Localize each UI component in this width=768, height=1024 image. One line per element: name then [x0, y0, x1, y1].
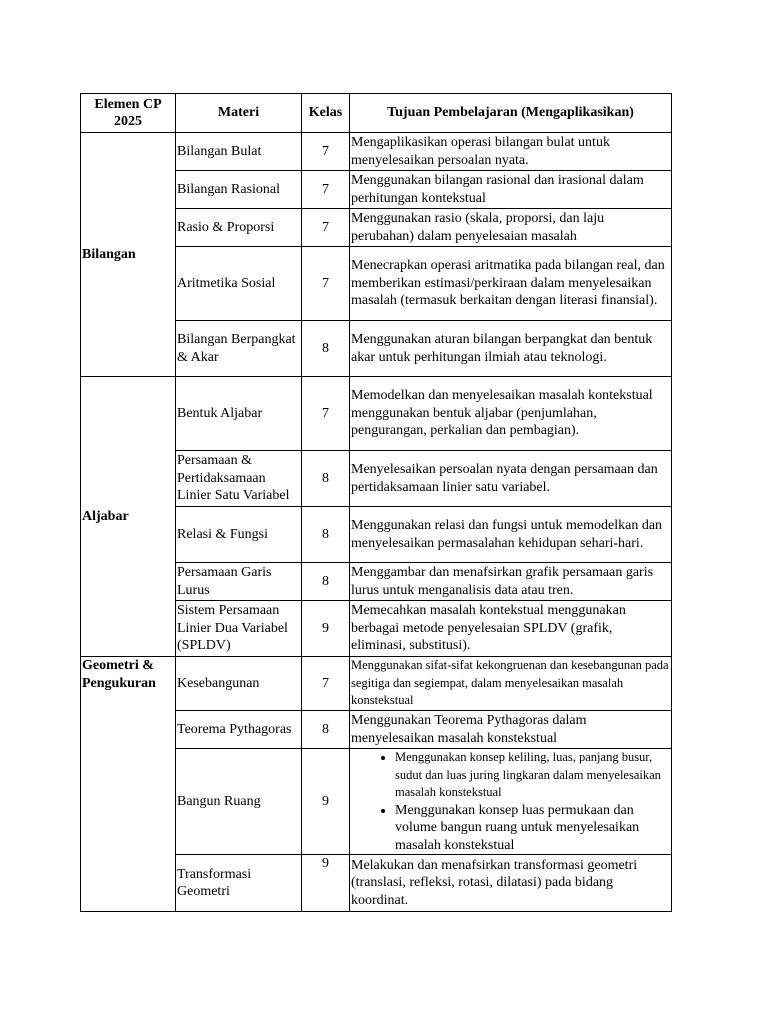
materi-cell: Kesebangunan [176, 657, 302, 711]
learning-objectives-table [80, 93, 672, 912]
tujuan-cell: Menggunakan sifat-sifat kekongruenan dan kesebangunan pada segitiga dan segiempat, dalam menyelesaikan masalah konstekstual [350, 657, 672, 711]
header-kelas: Kelas [302, 94, 350, 133]
kelas-cell: 9 [302, 749, 350, 855]
tujuan-cell [350, 749, 672, 855]
kelas-cell: 7 [302, 377, 350, 451]
tujuan-cell: Melakukan dan menafsirkan transformasi geometri (translasi, refleksi, rotasi, dilatasi) pada bidang koordinat. [350, 855, 672, 912]
kelas-cell: 9 [302, 855, 350, 912]
table-header-row [81, 94, 672, 133]
materi-cell: Teorema Pythagoras [176, 711, 302, 749]
materi-cell: Bangun Ruang [176, 749, 302, 855]
materi-cell: Rasio & Proporsi [176, 209, 302, 247]
header-materi: Materi [176, 94, 302, 133]
kelas-cell: 7 [302, 657, 350, 711]
tujuan-cell: Menggambar dan menafsirkan grafik persamaan garis lurus untuk menganalisis data atau tren. [350, 563, 672, 601]
tujuan-cell: Memecahkan masalah kontekstual menggunakan berbagai metode penyelesaian SPLDV (grafik, eliminasi, substitusi). [350, 601, 672, 657]
materi-cell: Bilangan Rasional [176, 171, 302, 209]
bullet-item: • Menggunakan konsep luas permukaan dan volume bangun ruang untuk menyelesaikan masalah konstekstual [395, 802, 670, 855]
kelas-cell: 7 [302, 247, 350, 321]
kelas-cell: 8 [302, 711, 350, 749]
kelas-cell: 8 [302, 507, 350, 563]
header-elemen: Elemen CP 2025 [81, 94, 176, 133]
table-row [81, 657, 672, 711]
kelas-cell: 9 [302, 601, 350, 657]
tujuan-cell: Menggunakan rasio (skala, proporsi, dan laju perubahan) dalam penyelesaian masalah [350, 209, 672, 247]
tujuan-cell: Menggunakan relasi dan fungsi untuk memodelkan dan menyelesaikan permasalahan kehidupan sehari-hari. [350, 507, 672, 563]
group-aljabar: Aljabar [81, 377, 176, 657]
table-row [81, 133, 672, 171]
tujuan-cell: Menecrapkan operasi aritmatika pada bilangan real, dan memberikan estimasi/perkiraan dalam menyelesaikan masalah (termasuk berkaitan dengan literasi finansial). [350, 247, 672, 321]
header-tujuan: Tujuan Pembelajaran (Mengaplikasikan) [350, 94, 672, 133]
tujuan-cell: Menggunakan aturan bilangan berpangkat dan bentuk akar untuk perhitungan ilmiah atau teknologi. [350, 321, 672, 377]
tujuan-cell: Mengaplikasikan operasi bilangan bulat untuk menyelesaikan persoalan nyata. [350, 133, 672, 171]
materi-cell: Bilangan Berpangkat & Akar [176, 321, 302, 377]
tujuan-cell: Menyelesaikan persoalan nyata dengan persamaan dan pertidaksamaan linier satu variabel. [350, 451, 672, 507]
kelas-cell: 8 [302, 451, 350, 507]
materi-cell: Bilangan Bulat [176, 133, 302, 171]
materi-cell: Persamaan Garis Lurus [176, 563, 302, 601]
table-row [81, 377, 672, 451]
kelas-cell: 8 [302, 321, 350, 377]
materi-cell: Aritmetika Sosial [176, 247, 302, 321]
materi-cell: Transformasi Geometri [176, 855, 302, 912]
bullet-item: • Menggunakan konsep keliling, luas, panjang busur, sudut dan luas juring lingkaran dalam menyelesaikan masalah konstekstual [395, 749, 670, 802]
materi-cell: Relasi & Fungsi [176, 507, 302, 563]
tujuan-cell: Menggunakan Teorema Pythagoras dalam menyelesaikan masalah konstekstual [350, 711, 672, 749]
kelas-cell: 8 [302, 563, 350, 601]
materi-cell: Persamaan & Pertidaksamaan Linier Satu Variabel [176, 451, 302, 507]
bullet-list [351, 749, 670, 854]
tujuan-cell: Memodelkan dan menyelesaikan masalah kontekstual menggunakan bentuk aljabar (penjumlahan, pengurangan, perkalian dan pembagian). [350, 377, 672, 451]
materi-cell: Sistem Persamaan Linier Dua Variabel (SPLDV) [176, 601, 302, 657]
kelas-cell: 7 [302, 209, 350, 247]
kelas-cell: 7 [302, 133, 350, 171]
group-bilangan: Bilangan [81, 133, 176, 377]
group-geometri: Geometri & Pengukuran [81, 657, 176, 912]
tujuan-cell: Menggunakan bilangan rasional dan irasional dalam perhitungan kontekstual [350, 171, 672, 209]
materi-cell: Bentuk Aljabar [176, 377, 302, 451]
kelas-cell: 7 [302, 171, 350, 209]
